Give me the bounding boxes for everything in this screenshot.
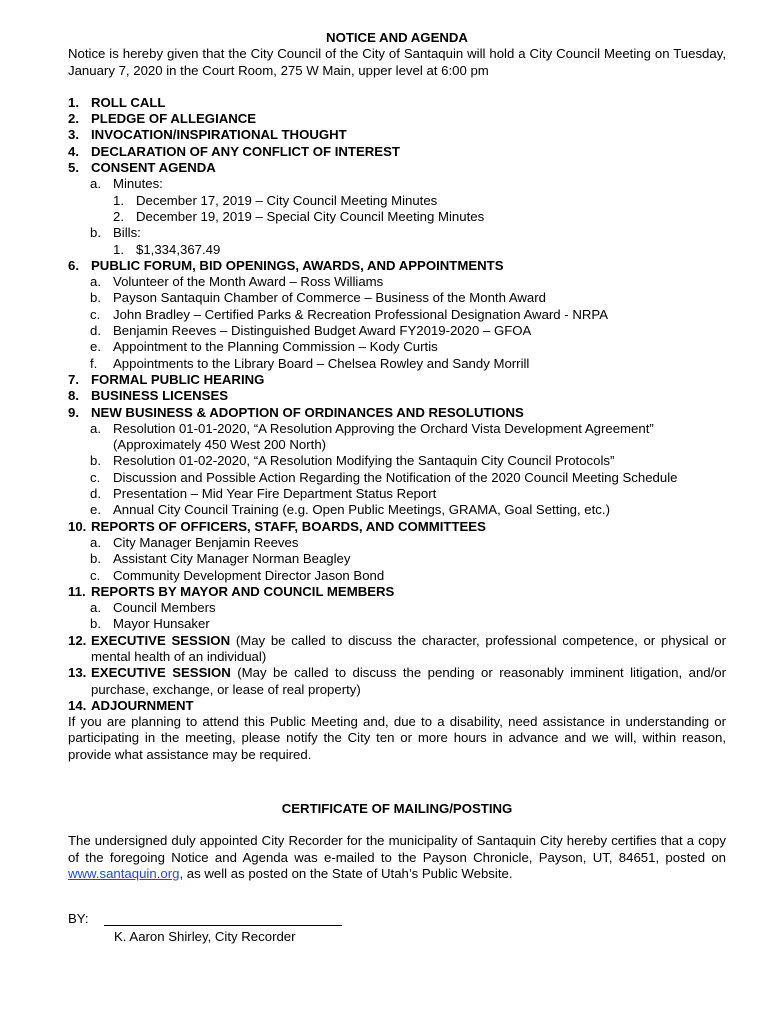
sub-item: a. City Manager Benjamin Reeves	[90, 534, 299, 550]
agenda-item: 5. CONSENT AGENDA	[68, 160, 216, 176]
sub-item: d. Presentation – Mid Year Fire Department Status Report	[90, 486, 437, 502]
agenda-list	[68, 95, 726, 714]
sub-item: a. Resolution 01-01-2020, “A Resolution Approving the Orchard Vista Development Agreement” (Approximately 450 West 200 North)	[90, 420, 654, 453]
agenda-page	[68, 30, 726, 882]
agenda-item: 4. DECLARATION OF ANY CONFLICT OF INTEREST	[68, 143, 400, 159]
sub-item: b. Resolution 01-02-2020, “A Resolution Modifying the Santaquin City Council Protocols”	[90, 453, 615, 469]
sub-sub-item: 2. December 19, 2019 – Special City Council Meeting Minutes	[113, 208, 485, 224]
sub-item: a. Volunteer of the Month Award – Ross Williams	[90, 274, 384, 290]
signer-name: K. Aaron Shirley, City Recorder	[114, 929, 296, 944]
sub-item: a. Minutes:	[90, 176, 163, 192]
agenda-item: 7. FORMAL PUBLIC HEARING	[68, 371, 265, 387]
agenda-item: 13. EXECUTIVE SESSION (May be called to discuss the pending or reasonably imminent litigation, and/or purchase, exchange, or lease of real property)	[68, 665, 726, 697]
agenda-item: 3. INVOCATION/INSPIRATIONAL THOUGHT	[68, 127, 347, 143]
agenda-item: 2. PLEDGE OF ALLEGIANCE	[68, 111, 257, 127]
sub-item: d. Benjamin Reeves – Distinguished Budget Award FY2019-2020 – GFOA	[90, 323, 532, 339]
website-link[interactable]: www.santaquin.org	[68, 865, 180, 881]
sub-item: b. Assistant City Manager Norman Beagley	[90, 551, 351, 567]
sub-item: a. Council Members	[90, 600, 216, 616]
agenda-item: 11. REPORTS BY MAYOR AND COUNCIL MEMBERS	[68, 583, 395, 599]
sub-item: c. John Bradley – Certified Parks & Recreation Professional Designation Award - NRPA	[90, 306, 609, 322]
certificate-title: CERTIFICATE OF MAILING/POSTING	[281, 801, 513, 817]
sub-sub-item: 1. December 17, 2019 – City Council Meeting Minutes	[113, 192, 438, 208]
sub-item: b. Payson Santaquin Chamber of Commerce – Business of the Month Award	[90, 290, 546, 306]
sub-item: f. Appointments to the Library Board – Chelsea Rowley and Sandy Morrill	[90, 355, 530, 371]
agenda-item: 1. ROLL CALL	[68, 94, 166, 110]
sub-item: e. Appointment to the Planning Commission – Kody Curtis	[90, 339, 438, 355]
agenda-item: 14. ADJOURNMENT	[68, 697, 194, 713]
disability-notice: If you are planning to attend this Public Meeting and, due to a disability, need assistance in understanding or participating in the meeting, please notify the City ten or more hours in advance and we will, within reason, provide what assistance may be required.	[68, 714, 726, 762]
signature-block	[68, 911, 368, 944]
sub-item: e. Annual City Council Training (e.g. Open Public Meetings, GRAMA, Goal Setting, etc.)	[90, 502, 610, 518]
sub-item: b. Bills:	[90, 225, 141, 241]
agenda-item: 8. BUSINESS LICENSES	[68, 388, 229, 404]
sub-item: c. Community Development Director Jason Bond	[90, 567, 385, 583]
sub-sub-item: 1. $1,334,367.49	[113, 241, 221, 257]
sub-item: c. Discussion and Possible Action Regarding the Notification of the 2020 Council Meeting Schedule	[90, 469, 678, 485]
agenda-item: 9. NEW BUSINESS & ADOPTION OF ORDINANCES AND RESOLUTIONS	[68, 404, 524, 420]
by-label: BY:	[68, 911, 89, 926]
sub-item: b. Mayor Hunsaker	[90, 616, 210, 632]
agenda-item: 6. PUBLIC FORUM, BID OPENINGS, AWARDS, AND APPOINTMENTS	[68, 257, 504, 273]
agenda-item: 10. REPORTS OF OFFICERS, STAFF, BOARDS, AND COMMITTEES	[68, 518, 486, 534]
agenda-item: 12. EXECUTIVE SESSION (May be called to discuss the character, professional competence, or physical or mental health of an individual)	[68, 632, 726, 664]
document-title: NOTICE AND AGENDA	[326, 30, 468, 45]
certificate-text: The undersigned duly appointed City Recorder for the municipality of Santaquin City hereby certifies that a copy of the foregoing Notice and Agenda was e-mailed to the Payson Chronicle, Payson, UT, 84651, posted on www.santaquin.org, as well as posted on the State of Utah’s Public Website.	[68, 833, 726, 881]
signature-line	[104, 925, 342, 926]
meeting-notice: Notice is hereby given that the City Council of the City of Santaquin will hold a City Council Meeting on Tuesday, January 7, 2020 in the Court Room, 275 W Main, upper level at 6:00 pm	[68, 46, 726, 78]
